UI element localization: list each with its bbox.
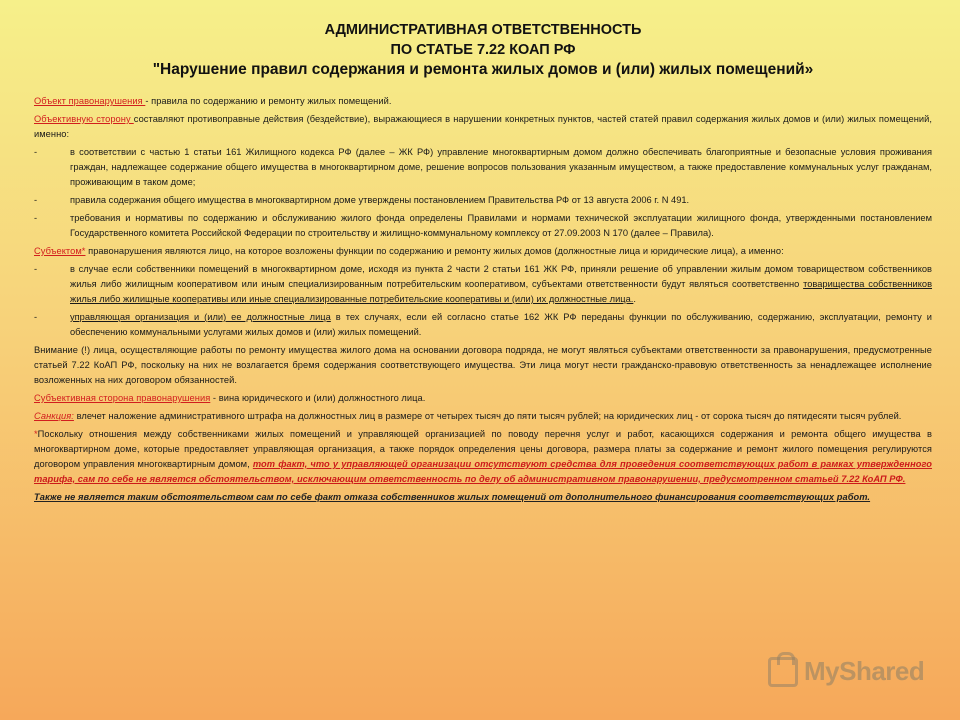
objective-item-2: правила содержания общего имущества в многоквартирном доме утверждены постановлением Правительства РФ от 13 августа 2006 г. N 491. bbox=[70, 194, 690, 205]
sanction-paragraph bbox=[34, 409, 932, 424]
sanction-label: Санкция: bbox=[34, 410, 74, 421]
note-paragraph bbox=[34, 427, 932, 487]
myshared-logo-icon bbox=[768, 657, 798, 687]
list-item bbox=[34, 193, 932, 208]
subject-item-1-text: в случае если собственники помещений в многоквартирном доме, исходя из пункта 2 части 2 статьи 161 ЖК РФ, приняли решение об управлении жилым домом товариществом собственников жилья либо жилищным кооперативом или иным специализированным потребительским кооперативом, субъектами ответственности будут являться соответственно bbox=[70, 263, 932, 289]
list-dash: - bbox=[34, 146, 38, 157]
objective-text: составляют противоправные действия (бездействие), выражающиеся в нарушении конкретных пунктов, частей статей правил содержания жилых домов и (или) жилых помещений, именно: bbox=[34, 113, 932, 139]
subject-text: правонарушения являются лицо, на которое возложены функции по содержанию и ремонту жилых домов (должностные лица и юридические лица), а именно: bbox=[85, 245, 784, 256]
list-item bbox=[34, 262, 932, 307]
objective-item-3: требования и нормативы по содержанию и обслуживанию жилого фонда определены Правилами и нормами технической эксплуатации жилищного фонда, утвержденными постановлением Государственного комитета Российской Федерации по строительству и жилищно-коммунальному комплексу от 27.09.2003 N 170 (далее – Правила). bbox=[70, 212, 932, 238]
subject-paragraph bbox=[34, 244, 932, 259]
list-dash: - bbox=[34, 311, 38, 322]
note-text: Поскольку отношения между собственниками жилых помещений и управляющей организацией по поводу перечня услуг и работ, касающихся содержания и ремонта общего имущества в многоквартирном доме, которые предоставляет управляющая организация, а также порядок определения цены договора, размера платы за содержание и ремонт жилого помещения регулируются договором управления многоквартирным домом, bbox=[34, 428, 932, 469]
objective-paragraph bbox=[34, 112, 932, 142]
slide-title bbox=[34, 20, 932, 80]
final-text: Также не является таким обстоятельством сам по себе факт отказа собственников жилых помещений от дополнительного финансирования соответствующих работ. bbox=[34, 491, 871, 502]
note-emphasis: тот факт, что у управляющей организации отсутствуют средства для проведения соответствующих работ в рамках утвержденного тарифа, сам по себе не является обстоятельством, исключающим ответственность по делу об административном правонарушении, предусмотренном статьей 7.22 КоАП РФ. bbox=[34, 458, 933, 484]
objective-label: Объективную сторону bbox=[34, 113, 134, 124]
watermark-logo bbox=[768, 656, 924, 687]
subjective-paragraph bbox=[34, 391, 932, 406]
subject-label: Субъектом* bbox=[34, 245, 86, 256]
list-dash: - bbox=[34, 194, 38, 205]
list-dash: - bbox=[34, 263, 38, 274]
object-label: Объект правонарушения bbox=[34, 96, 146, 106]
attention-paragraph: Внимание (!) лица, осуществляющие работы по ремонту имущества жилого дома на основании договора подряда, не могут являться субъектами ответственности за правонарушения, предусмотренные статьей 7.22 КоАП РФ, поскольку на них не возлагается бремя содержания соответствующего имущества. Эти лица могут нести гражданско-правовую ответственность за ненадлежащее исполнение возложенных на них договором обязанностей. bbox=[34, 344, 932, 385]
final-paragraph bbox=[34, 490, 932, 505]
title-line-2: ПО СТАТЬЕ 7.22 КОАП РФ bbox=[390, 42, 576, 58]
list-item bbox=[34, 211, 932, 241]
list-item bbox=[34, 145, 932, 190]
subject-item-1-underlined: товарищества собственников жилья либо жилищные кооперативы или иные специализированные потребительские кооперативы и (или) их должностные лица. bbox=[70, 278, 933, 304]
note-star: * bbox=[34, 428, 38, 439]
list-item bbox=[34, 310, 932, 340]
title-line-1: АДМИНИСТРАТИВНАЯ ОТВЕТСТВЕННОСТЬ bbox=[324, 22, 642, 38]
subject-item-2-underlined: управляющая организация и (или) ее должностные лица bbox=[70, 311, 331, 322]
watermark-text: MyShared bbox=[804, 656, 925, 686]
list-dash: - bbox=[34, 212, 38, 223]
sanction-text: влечет наложение административного штрафа на должностных лиц в размере от четырех тысяч до пяти тысяч рублей; на юридических лиц - от сорока тысяч до пятидесяти тысяч рублей. bbox=[73, 410, 902, 421]
object-text: - правила по содержанию и ремонту жилых помещений. bbox=[145, 96, 392, 106]
object-paragraph bbox=[34, 94, 932, 109]
objective-item-1: в соответствии с частью 1 статьи 161 Жилищного кодекса РФ (далее – ЖК РФ) управление многоквартирным домом должно обеспечивать благоприятные и безопасные условия проживания граждан, надлежащее содержание общего имущества в многоквартирном доме, решение вопросов пользования указанным имуществом, а также предоставление коммунальных услуг гражданам, проживающим в таком доме; bbox=[70, 146, 932, 188]
subject-item-1-tail: . bbox=[633, 293, 636, 304]
subjective-text: - вина юридического и (или) должностного лица. bbox=[210, 392, 426, 403]
subject-item-2-text: в тех случаях, если ей согласно статье 162 ЖК РФ переданы функции по обслуживанию, содержанию, эксплуатации, ремонту и обеспечению коммунальными услугами жилых домов и (или) жилых помещений. bbox=[70, 311, 932, 337]
slide-content bbox=[34, 20, 932, 508]
subjective-label: Субъективная сторона правонарушения bbox=[34, 392, 211, 403]
title-line-3: "Нарушение правил содержания и ремонта жилых домов и (или) жилых помещений» bbox=[152, 61, 814, 78]
